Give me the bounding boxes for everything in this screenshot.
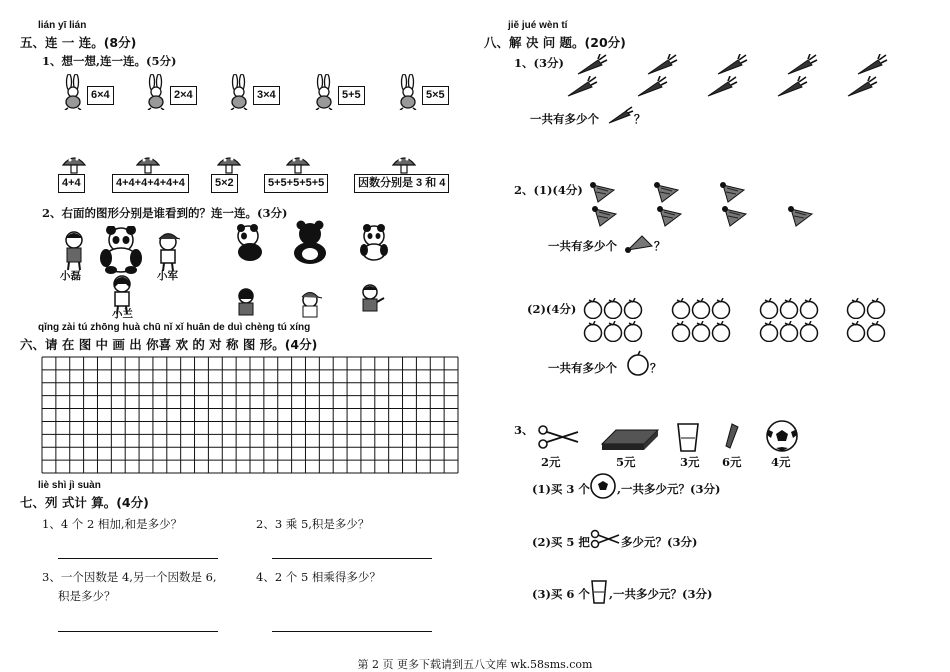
mushroom-icon — [136, 154, 160, 174]
section6-pinyin: qǐng zài tú zhōng huà chū nǐ xǐ huān de duì chèng tú xíng — [38, 322, 311, 333]
apple-icon — [866, 298, 886, 319]
apple-icon — [779, 321, 799, 342]
name-xiaolei: 小磊 — [60, 270, 81, 282]
price-pen: 6元 — [722, 455, 742, 469]
q2b-label: (2)(4分) — [527, 302, 577, 316]
apple-icon — [691, 321, 711, 342]
q1-ask — [530, 111, 599, 127]
q2-ask-pre: 一共有多少个 — [548, 239, 617, 253]
rabbit-icon — [143, 74, 169, 110]
s3-pre: (3)买 6 个 — [532, 587, 590, 601]
section7-q4: 4、2 个 5 相乘得多少？ — [256, 570, 381, 584]
shuttlecock-icon — [652, 182, 680, 204]
q1-ask-pre: 一共有多少个 — [530, 112, 599, 126]
mushroom-expression-box[interactable]: 因数分别是 3 和 4 — [354, 174, 449, 193]
boy-small-icon — [363, 285, 384, 311]
boy-icon — [66, 232, 82, 270]
s1-pre: (1)买 3 个 — [532, 482, 590, 496]
mushroom-expression-box[interactable]: 4+4 — [58, 174, 85, 193]
apple-icon — [846, 298, 866, 319]
price-football: 4元 — [771, 455, 791, 469]
apple-icon — [691, 298, 711, 319]
rabbit-expression-box[interactable]: 5+5 — [338, 86, 365, 105]
section7-q2: 2、3 乘 5,积是多少？ — [256, 517, 370, 531]
carrot-icon — [576, 54, 608, 76]
s1-post: ,一共多少元？(3分) — [617, 482, 721, 496]
apple-icon — [846, 321, 866, 342]
apple-icon — [799, 298, 819, 319]
carrot-icon — [646, 54, 678, 76]
answer-line-2[interactable] — [272, 558, 432, 559]
apple-icon — [866, 321, 886, 342]
scissors-icon — [589, 527, 621, 551]
shuttlecock-icon — [720, 206, 748, 228]
football-icon — [589, 472, 617, 500]
s2-post: 多少元？(3分) — [621, 535, 698, 549]
section7-title: 七、列 式计 算。(4分) — [20, 495, 149, 510]
rabbit-expression-box[interactable]: 2×4 — [170, 86, 197, 105]
name-xiaojun: 小军 — [157, 270, 178, 282]
apple-icon — [623, 298, 643, 319]
q2-ask-post: ？ — [654, 239, 666, 253]
boy-cap-icon — [159, 234, 180, 271]
apple-icon — [603, 321, 623, 342]
apple-icon — [711, 321, 731, 342]
pencil-box-icon — [602, 430, 658, 450]
girl-small-icon — [239, 289, 253, 315]
section6-title: 六、请 在 图 中 画 出 你喜 欢 的 对 称 图 形。(4分) — [20, 337, 318, 352]
mushroom-expression-box[interactable]: 4+4+4+4+4+4 — [112, 174, 189, 193]
carrot-icon — [706, 76, 738, 98]
q1-ask-post: ？ — [634, 112, 646, 126]
cup-icon — [589, 578, 609, 606]
apple-icon — [671, 321, 691, 342]
section7-q3-line1: 3、一个因数是 4,另一个因数是 6, — [42, 570, 217, 584]
carrot-icon — [786, 54, 818, 76]
panda-icon — [100, 226, 142, 274]
price-scissors: 2元 — [541, 455, 561, 469]
section5-title: 五、连 一 连。(8分) — [20, 35, 137, 50]
rabbit-icon — [60, 74, 86, 110]
price-cup: 3元 — [680, 455, 700, 469]
shop-items — [536, 420, 816, 456]
apple-icon — [671, 298, 691, 319]
section5-q2: 2、右面的图形分别是谁看到的？连一连。(3分) — [42, 206, 288, 220]
panda-views — [228, 220, 398, 320]
price-pencil-box: 5元 — [616, 455, 636, 469]
rabbit-expression-box[interactable]: 6×4 — [87, 86, 114, 105]
rabbit-expression-box[interactable]: 5×5 — [422, 86, 449, 105]
shuttlecock-icon — [588, 182, 616, 204]
rabbit-icon — [395, 74, 421, 110]
shuttlecock-icon — [624, 234, 654, 254]
answer-line-3[interactable] — [58, 631, 218, 632]
scissors-icon — [539, 426, 578, 448]
section5-pinyin: lián yī lián — [38, 20, 87, 31]
apple-icon — [759, 298, 779, 319]
apple-icon — [779, 298, 799, 319]
carrot-icon — [716, 54, 748, 76]
mushroom-icon — [392, 154, 416, 174]
carrot-icon — [776, 76, 808, 98]
rabbit-icon — [311, 74, 337, 110]
section8-pinyin: jiě jué wèn tí — [508, 20, 568, 31]
s3-post: ,一共多少元？(3分) — [609, 587, 713, 601]
q2b-ask-pre: 一共有多少个 — [548, 361, 617, 375]
apple-icon — [603, 298, 623, 319]
mushroom-icon — [286, 154, 310, 174]
q2b-ask-post: ？ — [650, 361, 662, 375]
page-footer: 第 2 页 更多下载请到五八文库 wk.58sms.com — [357, 658, 593, 671]
answer-line-1[interactable] — [58, 558, 218, 559]
section7-q3-line2: 积是多少？ — [58, 589, 116, 603]
section7-q1: 1、4 个 2 相加,和是多少？ — [42, 517, 183, 531]
carrot-icon — [566, 76, 598, 98]
rabbit-expression-box[interactable]: 3×4 — [253, 86, 280, 105]
q1-label: 1、(3分) — [514, 56, 564, 70]
carrot-icon — [846, 76, 878, 98]
shuttlecock-icon — [655, 206, 683, 228]
panda-back-view-icon — [294, 221, 326, 265]
mushroom-expression-box[interactable]: 5+5+5+5+5 — [264, 174, 328, 193]
q3-label: 3、 — [514, 423, 534, 437]
apple-icon — [583, 298, 603, 319]
section7-pinyin: liè shì jì suàn — [38, 480, 101, 491]
shuttlecock-icon — [590, 206, 618, 228]
section8-title: 八、解 决 问 题。(20分) — [484, 35, 626, 50]
apple-icon — [583, 321, 603, 342]
apple-icon — [759, 321, 779, 342]
shuttlecock-icon — [718, 182, 746, 204]
panda-side-view-icon — [237, 224, 262, 261]
section5-q1: 1、想一想,连一连。(5分) — [42, 54, 177, 68]
shuttlecock-icon — [786, 206, 814, 228]
q2-label: 2、(1)(4分) — [514, 183, 583, 197]
mushroom-icon — [62, 154, 86, 174]
apple-icon — [799, 321, 819, 342]
apple-icon — [711, 298, 731, 319]
apple-icon — [623, 321, 643, 342]
name-xiaolan: 小兰 — [112, 308, 133, 320]
mushroom-expression-box[interactable]: 5×2 — [211, 174, 238, 193]
carrot-icon — [856, 54, 888, 76]
apple-icon — [626, 350, 650, 376]
football-icon — [767, 421, 797, 451]
cup-icon — [678, 424, 698, 451]
carrot-icon — [636, 76, 668, 98]
boy-cap-small-icon — [302, 293, 322, 318]
s2-pre: (2)买 5 把 — [532, 535, 590, 549]
mushroom-icon — [217, 154, 241, 174]
panda-front-view-icon — [360, 224, 388, 260]
answer-line-4[interactable] — [272, 631, 432, 632]
carrot-icon — [606, 106, 634, 126]
rabbit-icon — [226, 74, 252, 110]
pen-icon — [726, 424, 738, 448]
drawing-grid[interactable] — [41, 356, 459, 474]
